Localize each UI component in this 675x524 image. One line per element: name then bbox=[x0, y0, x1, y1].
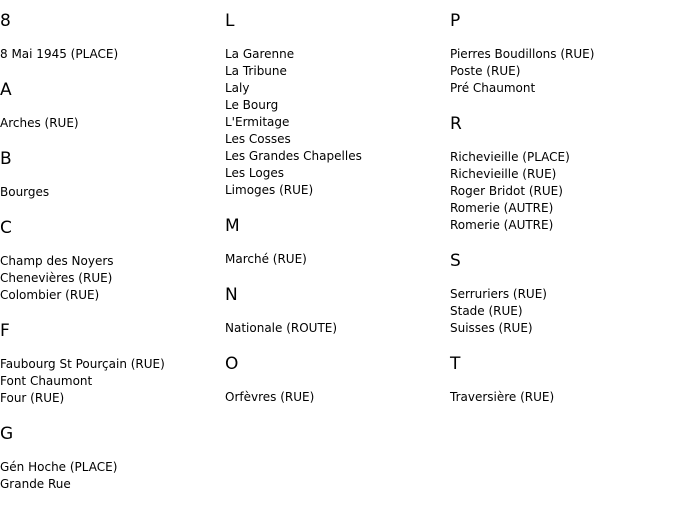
street-link[interactable]: Poste (RUE) bbox=[450, 64, 521, 78]
street-link[interactable]: Les Grandes Chapelles bbox=[225, 149, 362, 163]
street-link[interactable]: Four (RUE) bbox=[0, 391, 65, 405]
street-index-column-3 bbox=[450, 10, 672, 422]
street-link[interactable]: La Tribune bbox=[225, 64, 287, 78]
street-link[interactable]: Colombier (RUE) bbox=[0, 288, 100, 302]
street-link[interactable]: Pré Chaumont bbox=[450, 81, 536, 95]
street-link[interactable]: Laly bbox=[225, 81, 250, 95]
street-link[interactable]: Marché (RUE) bbox=[225, 252, 307, 266]
street-link[interactable]: Font Chaumont bbox=[0, 374, 93, 388]
street-link[interactable]: Champ des Noyers bbox=[0, 254, 114, 268]
street-link[interactable]: 8 Mai 1945 (PLACE) bbox=[0, 47, 119, 61]
street-link[interactable]: Chenevières (RUE) bbox=[0, 271, 113, 285]
letter-section bbox=[450, 10, 672, 97]
letter-section bbox=[0, 320, 222, 407]
letter-heading: L bbox=[225, 11, 235, 31]
letter-heading: F bbox=[0, 321, 10, 341]
letter-heading: S bbox=[450, 251, 461, 271]
street-link[interactable]: Orfèvres (RUE) bbox=[225, 390, 315, 404]
letter-heading: P bbox=[450, 11, 461, 31]
street-link[interactable]: Romerie (AUTRE) bbox=[450, 218, 554, 232]
street-link[interactable]: Nationale (ROUTE) bbox=[225, 321, 338, 335]
street-link[interactable]: L'Ermitage bbox=[225, 115, 290, 129]
letter-section bbox=[225, 353, 447, 406]
street-link[interactable]: Bourges bbox=[0, 185, 50, 199]
street-link[interactable]: Grande Rue bbox=[0, 477, 71, 491]
letter-heading: T bbox=[450, 354, 461, 374]
street-index-column-2 bbox=[225, 10, 447, 422]
letter-heading: B bbox=[0, 149, 12, 169]
street-index-column-1 bbox=[0, 10, 222, 509]
letter-section bbox=[225, 10, 447, 199]
street-link[interactable]: Le Bourg bbox=[225, 98, 279, 112]
letter-heading: C bbox=[0, 218, 12, 238]
street-link[interactable]: Limoges (RUE) bbox=[225, 183, 314, 197]
street-link[interactable]: La Garenne bbox=[225, 47, 295, 61]
street-link[interactable]: Faubourg St Pourçain (RUE) bbox=[0, 357, 165, 371]
street-link[interactable]: Richevieille (PLACE) bbox=[450, 150, 570, 164]
letter-heading: N bbox=[225, 285, 238, 305]
letter-heading: G bbox=[0, 424, 14, 444]
letter-section bbox=[0, 423, 222, 493]
street-link[interactable]: Arches (RUE) bbox=[0, 116, 79, 130]
letter-heading: R bbox=[450, 114, 462, 134]
street-link[interactable]: Les Loges bbox=[225, 166, 284, 180]
street-link[interactable]: Traversière (RUE) bbox=[450, 390, 555, 404]
letter-section bbox=[0, 79, 222, 132]
street-link[interactable]: Les Cosses bbox=[225, 132, 291, 146]
letter-heading: 8 bbox=[0, 11, 11, 31]
street-link[interactable]: Gén Hoche (PLACE) bbox=[0, 460, 118, 474]
street-link[interactable]: Serruriers (RUE) bbox=[450, 287, 547, 301]
street-link[interactable]: Roger Bridot (RUE) bbox=[450, 184, 563, 198]
letter-section bbox=[0, 148, 222, 201]
letter-section bbox=[450, 353, 672, 406]
street-link[interactable]: Pierres Boudillons (RUE) bbox=[450, 47, 595, 61]
street-link[interactable]: Stade (RUE) bbox=[450, 304, 523, 318]
letter-section bbox=[0, 10, 222, 63]
letter-section bbox=[450, 113, 672, 234]
street-link[interactable]: Suisses (RUE) bbox=[450, 321, 533, 335]
letter-heading: O bbox=[225, 354, 239, 374]
letter-heading: M bbox=[225, 216, 240, 236]
letter-heading: A bbox=[0, 80, 12, 100]
letter-section bbox=[225, 284, 447, 337]
letter-section bbox=[450, 250, 672, 337]
street-link[interactable]: Romerie (AUTRE) bbox=[450, 201, 554, 215]
street-link[interactable]: Richevieille (RUE) bbox=[450, 167, 557, 181]
letter-section bbox=[225, 215, 447, 268]
letter-section bbox=[0, 217, 222, 304]
